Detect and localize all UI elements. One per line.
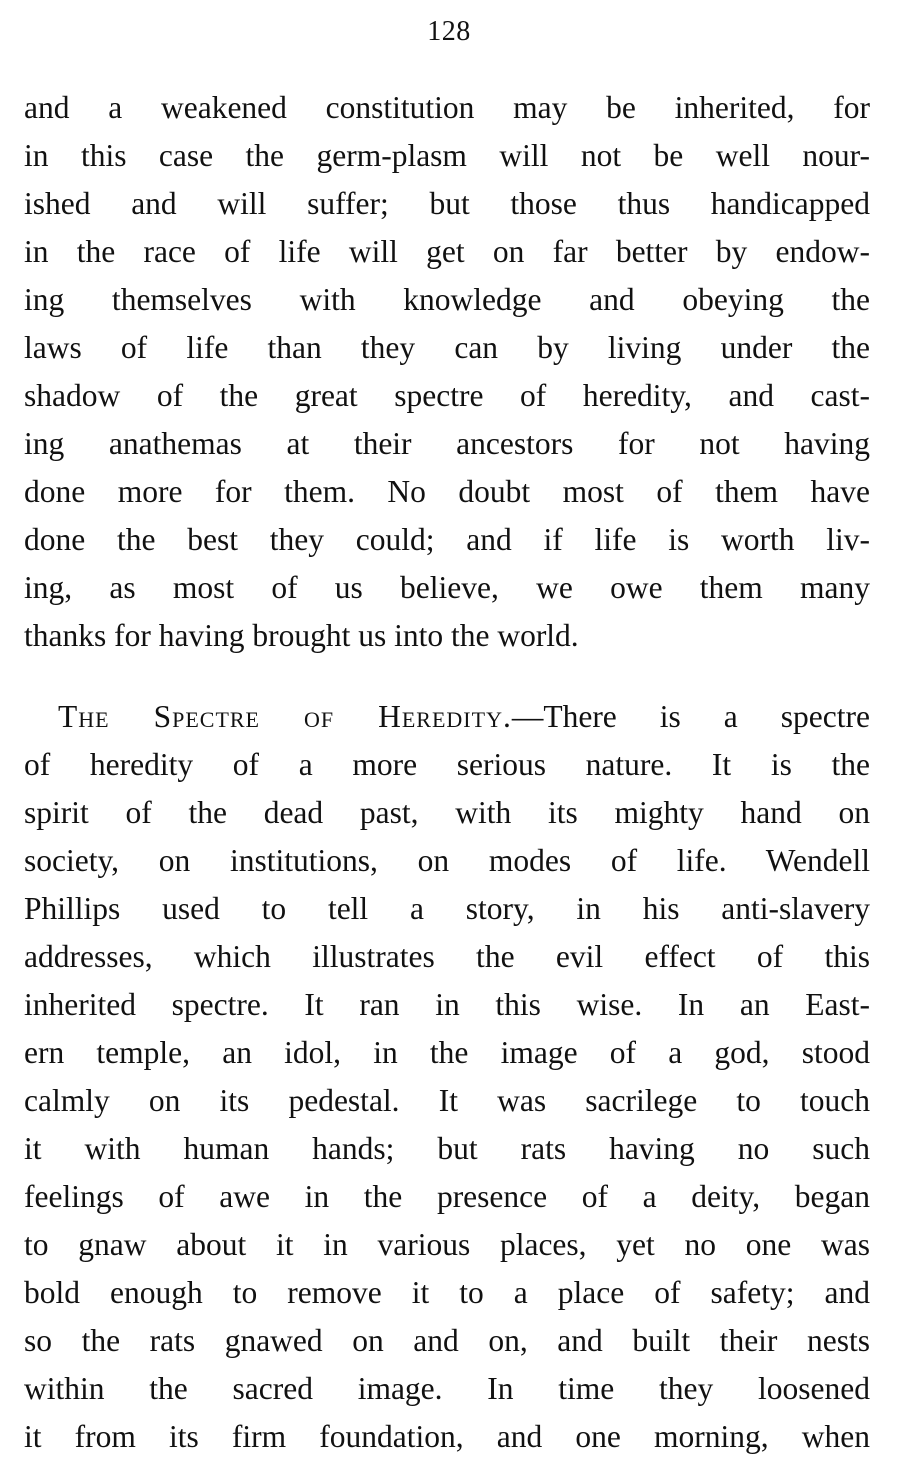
paragraph-1 [24,84,870,660]
text-line: done the best they could; and if life is worth liv- [24,522,870,557]
text-line: in this case the germ-plasm will not be well nour- [24,138,870,173]
text-line: Phillips used to tell a story, in his anti-slavery [24,891,870,926]
text-line: it from its firm foundation, and one morning, when [24,1419,870,1454]
text-line: to gnaw about it in various places, yet no one was [24,1227,870,1262]
text-line: done more for them. No doubt most of them have [24,474,870,509]
text-line: inherited spectre. It ran in this wise. In an East- [24,987,870,1022]
text-line: feelings of awe in the presence of a deity, began [24,1179,870,1214]
section-first-line [24,693,870,741]
text-line: bold enough to remove it to a place of safety; and [24,1275,870,1310]
text-line: shadow of the great spectre of heredity, and cast- [24,378,870,413]
paragraph-2 [24,693,870,1461]
text-line: ing themselves with knowledge and obeying the [24,282,870,317]
text-line: society, on institutions, on modes of life. Wendell [24,843,870,878]
text-line: addresses, which illustrates the evil effect of this [24,939,870,974]
text-line: so the rats gnawed on and on, and built their nests [24,1323,870,1358]
section-first-line-text: —There is a spectre [511,699,870,734]
text-line: laws of life than they can by living under the [24,330,870,365]
text-line: in the race of life will get on far better by endow- [24,234,870,269]
text-line: ing anathemas at their ancestors for not having [24,426,870,461]
text-line: and a weakened constitution may be inherited, for [24,90,870,125]
text-line: thanks for having brought us into the world. [24,618,579,653]
text-line: spirit of the dead past, with its mighty hand on [24,795,870,830]
page-number: 128 [427,16,471,47]
text-line: ern temple, an idol, in the image of a god, stood [24,1035,870,1070]
text-line: calmly on its pedestal. It was sacrilege to touch [24,1083,870,1118]
text-line: within the sacred image. In time they loosened [24,1371,870,1406]
text-line: ing, as most of us believe, we owe them many [24,570,870,605]
text-line: ished and will suffer; but those thus handicapped [24,186,870,221]
text-line: it with human hands; but rats having no such [24,1131,870,1166]
text-line: of heredity of a more serious nature. It is the [24,747,870,782]
section-heading: The Spectre of Heredity. [58,699,512,734]
